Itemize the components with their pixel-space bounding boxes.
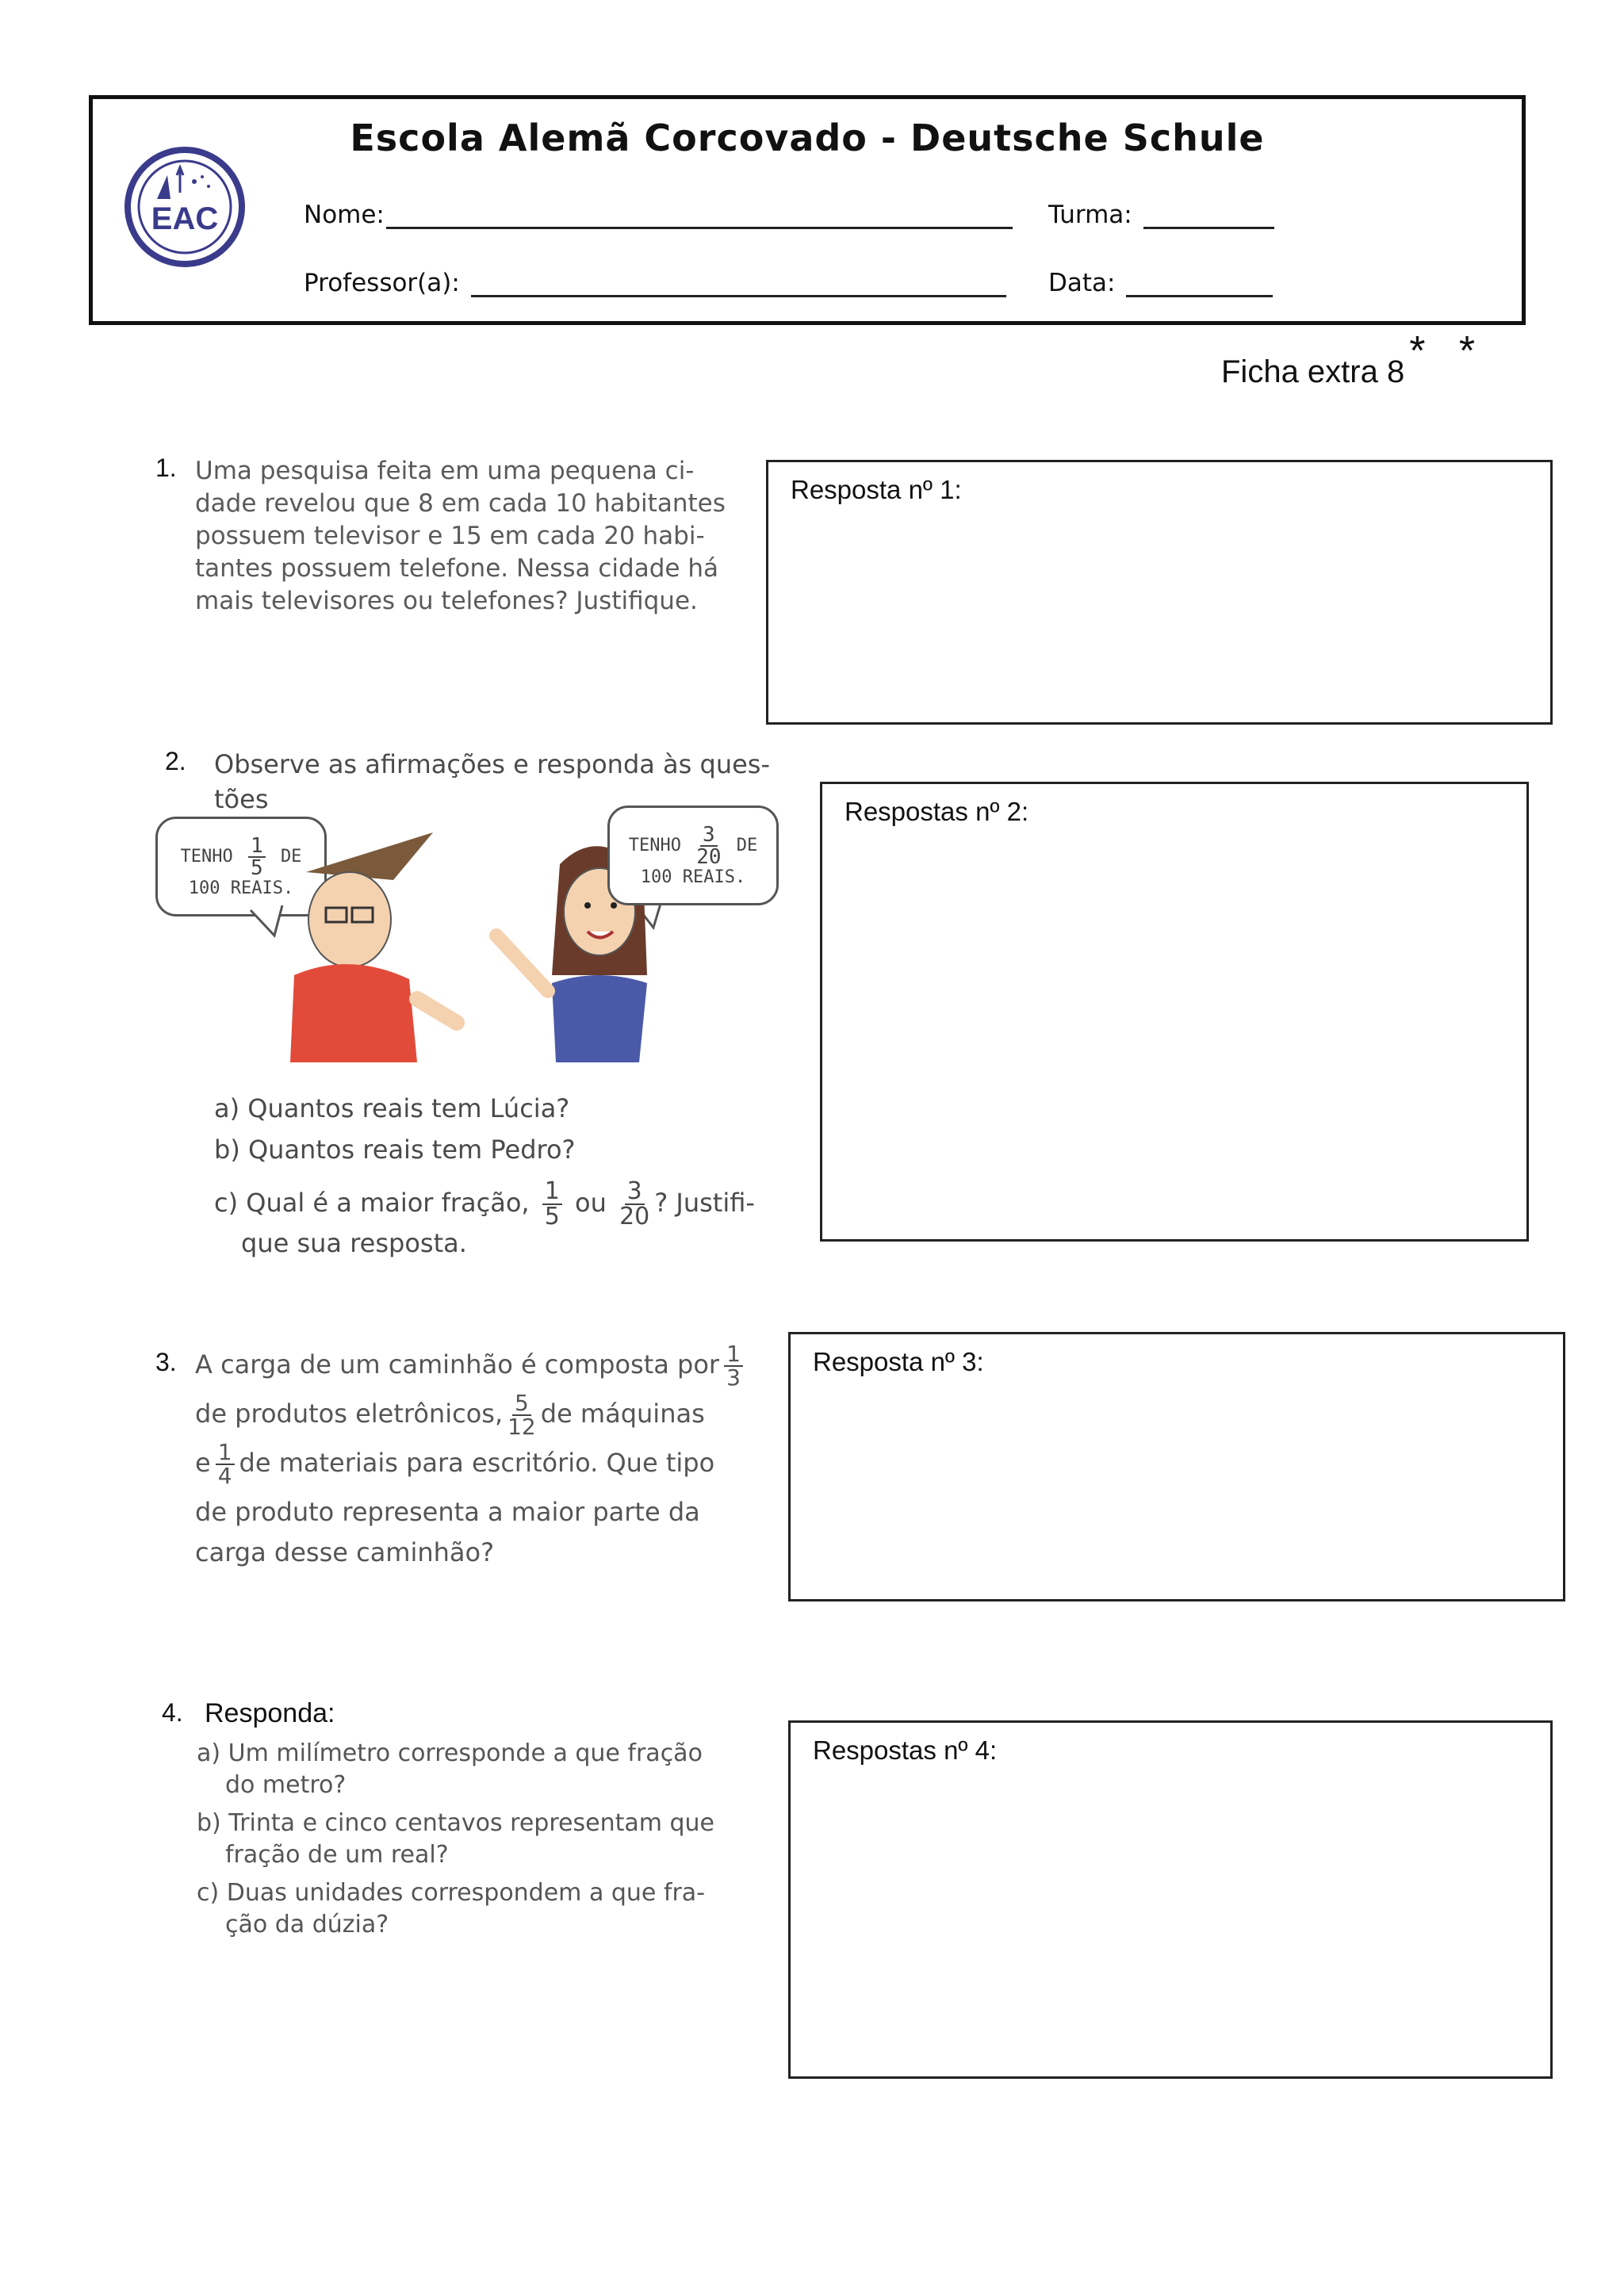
- date-label: Data:: [1048, 269, 1116, 297]
- q2-number: 2.: [165, 747, 186, 775]
- fraction-5-12: $\frac{5}{12}$: [508, 1390, 536, 1440]
- bubble-text: DE: [280, 846, 302, 867]
- answer-label-3: Resposta nº 3:: [813, 1347, 984, 1376]
- q3-text: [195, 1340, 748, 1568]
- q1-line: Uma pesquisa feita em uma pequena ci-: [195, 457, 695, 485]
- q4-item-c-cont: ção da dúzia?: [225, 1911, 389, 1938]
- name-row: [304, 201, 1013, 229]
- q1-line: possuem televisor e 15 em cada 20 habi-: [195, 522, 705, 550]
- logo-text: EAC: [151, 201, 219, 236]
- fraction-3-20: $\frac{3}{20}$: [619, 1177, 650, 1230]
- answer-box-3[interactable]: [788, 1332, 1565, 1601]
- q3-line: e $\frac{1}{4}$ de materiais para escritório. Que tipo: [195, 1439, 715, 1489]
- q1-line: tantes possuem telefone. Nessa cidade há: [195, 554, 718, 583]
- sheet-title-text: Ficha extra 8: [1221, 354, 1405, 389]
- class-row: [1048, 201, 1274, 229]
- bubble-text: 100 REAIS.: [188, 878, 294, 898]
- teacher-row: [304, 269, 1006, 297]
- name-line: [386, 203, 1013, 229]
- q4-intro: Responda:: [205, 1698, 335, 1728]
- answer-box-2[interactable]: [820, 782, 1529, 1242]
- school-title: Escola Alemã Corcovado - Deutsche Schule: [350, 117, 1265, 159]
- fraction-1-4: $\frac{1}{4}$: [216, 1441, 235, 1487]
- q1-line: mais televisores ou telefones? Justifique.: [195, 587, 698, 615]
- speech-bubble-lucia: [607, 806, 779, 905]
- q4-item-c: c) Duas unidades correspondem a que fra-: [197, 1879, 706, 1907]
- bubble-text: TENHO: [180, 846, 233, 867]
- q3-line: carga desse caminhão?: [195, 1537, 495, 1567]
- teacher-line: [471, 271, 1006, 297]
- q1-text: [195, 455, 726, 618]
- q4-item-a-cont: do metro?: [225, 1771, 347, 1799]
- date-row: [1048, 269, 1273, 297]
- class-line: [1143, 203, 1274, 229]
- bubble-text: TENHO: [628, 835, 681, 855]
- bubble-text: DE: [736, 835, 758, 855]
- header-box: [89, 95, 1526, 325]
- bubble-fraction: $\frac{3}{20}$: [696, 822, 722, 869]
- q4-item-b: b) Trinta e cinco centavos representam que: [197, 1809, 714, 1837]
- q4-item-a: a) Um milímetro corresponde a que fração: [197, 1739, 703, 1767]
- answer-box-4[interactable]: [788, 1720, 1553, 2079]
- answer-label-1: Resposta nº 1:: [791, 475, 962, 504]
- sheet-title: [1221, 328, 1487, 392]
- date-line: [1126, 271, 1273, 297]
- difficulty-stars: * *: [1409, 328, 1487, 374]
- fraction-1-5: $\frac{1}{5}$: [542, 1180, 562, 1229]
- q4-item-b-cont: fração de um real?: [225, 1841, 449, 1869]
- q2-item-b: b) Quantos reais tem Pedro?: [214, 1135, 576, 1165]
- q3-line: A carga de um caminhão é composta por $\frac{1}{3}$: [195, 1340, 748, 1389]
- q3-line: de produto representa a maior parte da: [195, 1497, 700, 1527]
- answer-label-4: Respostas nº 4:: [813, 1735, 998, 1765]
- q2-intro-line: tões: [214, 784, 269, 814]
- answer-label-2: Respostas nº 2:: [845, 797, 1029, 826]
- class-label: Turma:: [1048, 201, 1132, 229]
- q2-illustration: [155, 817, 782, 1078]
- q2-intro-line: Observe as afirmações e responda às ques-: [214, 749, 770, 779]
- q4-items: [197, 1738, 714, 1941]
- q1-line: dade revelou que 8 em cada 10 habitantes: [195, 489, 726, 518]
- bubble-fraction: $\frac{1}{5}$: [248, 836, 266, 878]
- q1-number: 1.: [155, 453, 177, 482]
- q2-item-a: a) Quantos reais tem Lúcia?: [214, 1093, 570, 1123]
- q3-line: de produtos eletrônicos, $\frac{5}{12}$ de máquinas: [195, 1390, 705, 1440]
- fraction-1-3: $\frac{1}{3}$: [724, 1343, 743, 1389]
- q2-item-c-cont: que sua resposta.: [241, 1228, 467, 1258]
- school-logo: [121, 144, 248, 270]
- q3-number: 3.: [155, 1348, 177, 1376]
- bubble-text: 100 REAIS.: [640, 867, 746, 887]
- teacher-label: Professor(a):: [304, 269, 460, 297]
- answer-box-1[interactable]: [766, 460, 1553, 725]
- q2-items: [214, 1088, 755, 1257]
- q2-item-c: c) Qual é a maior fração, $\frac{1}{5}$ ou $\frac{3}{20}$ ? Justifi-: [214, 1177, 755, 1230]
- name-label: Nome:: [304, 201, 385, 229]
- q4-number: 4.: [162, 1698, 183, 1727]
